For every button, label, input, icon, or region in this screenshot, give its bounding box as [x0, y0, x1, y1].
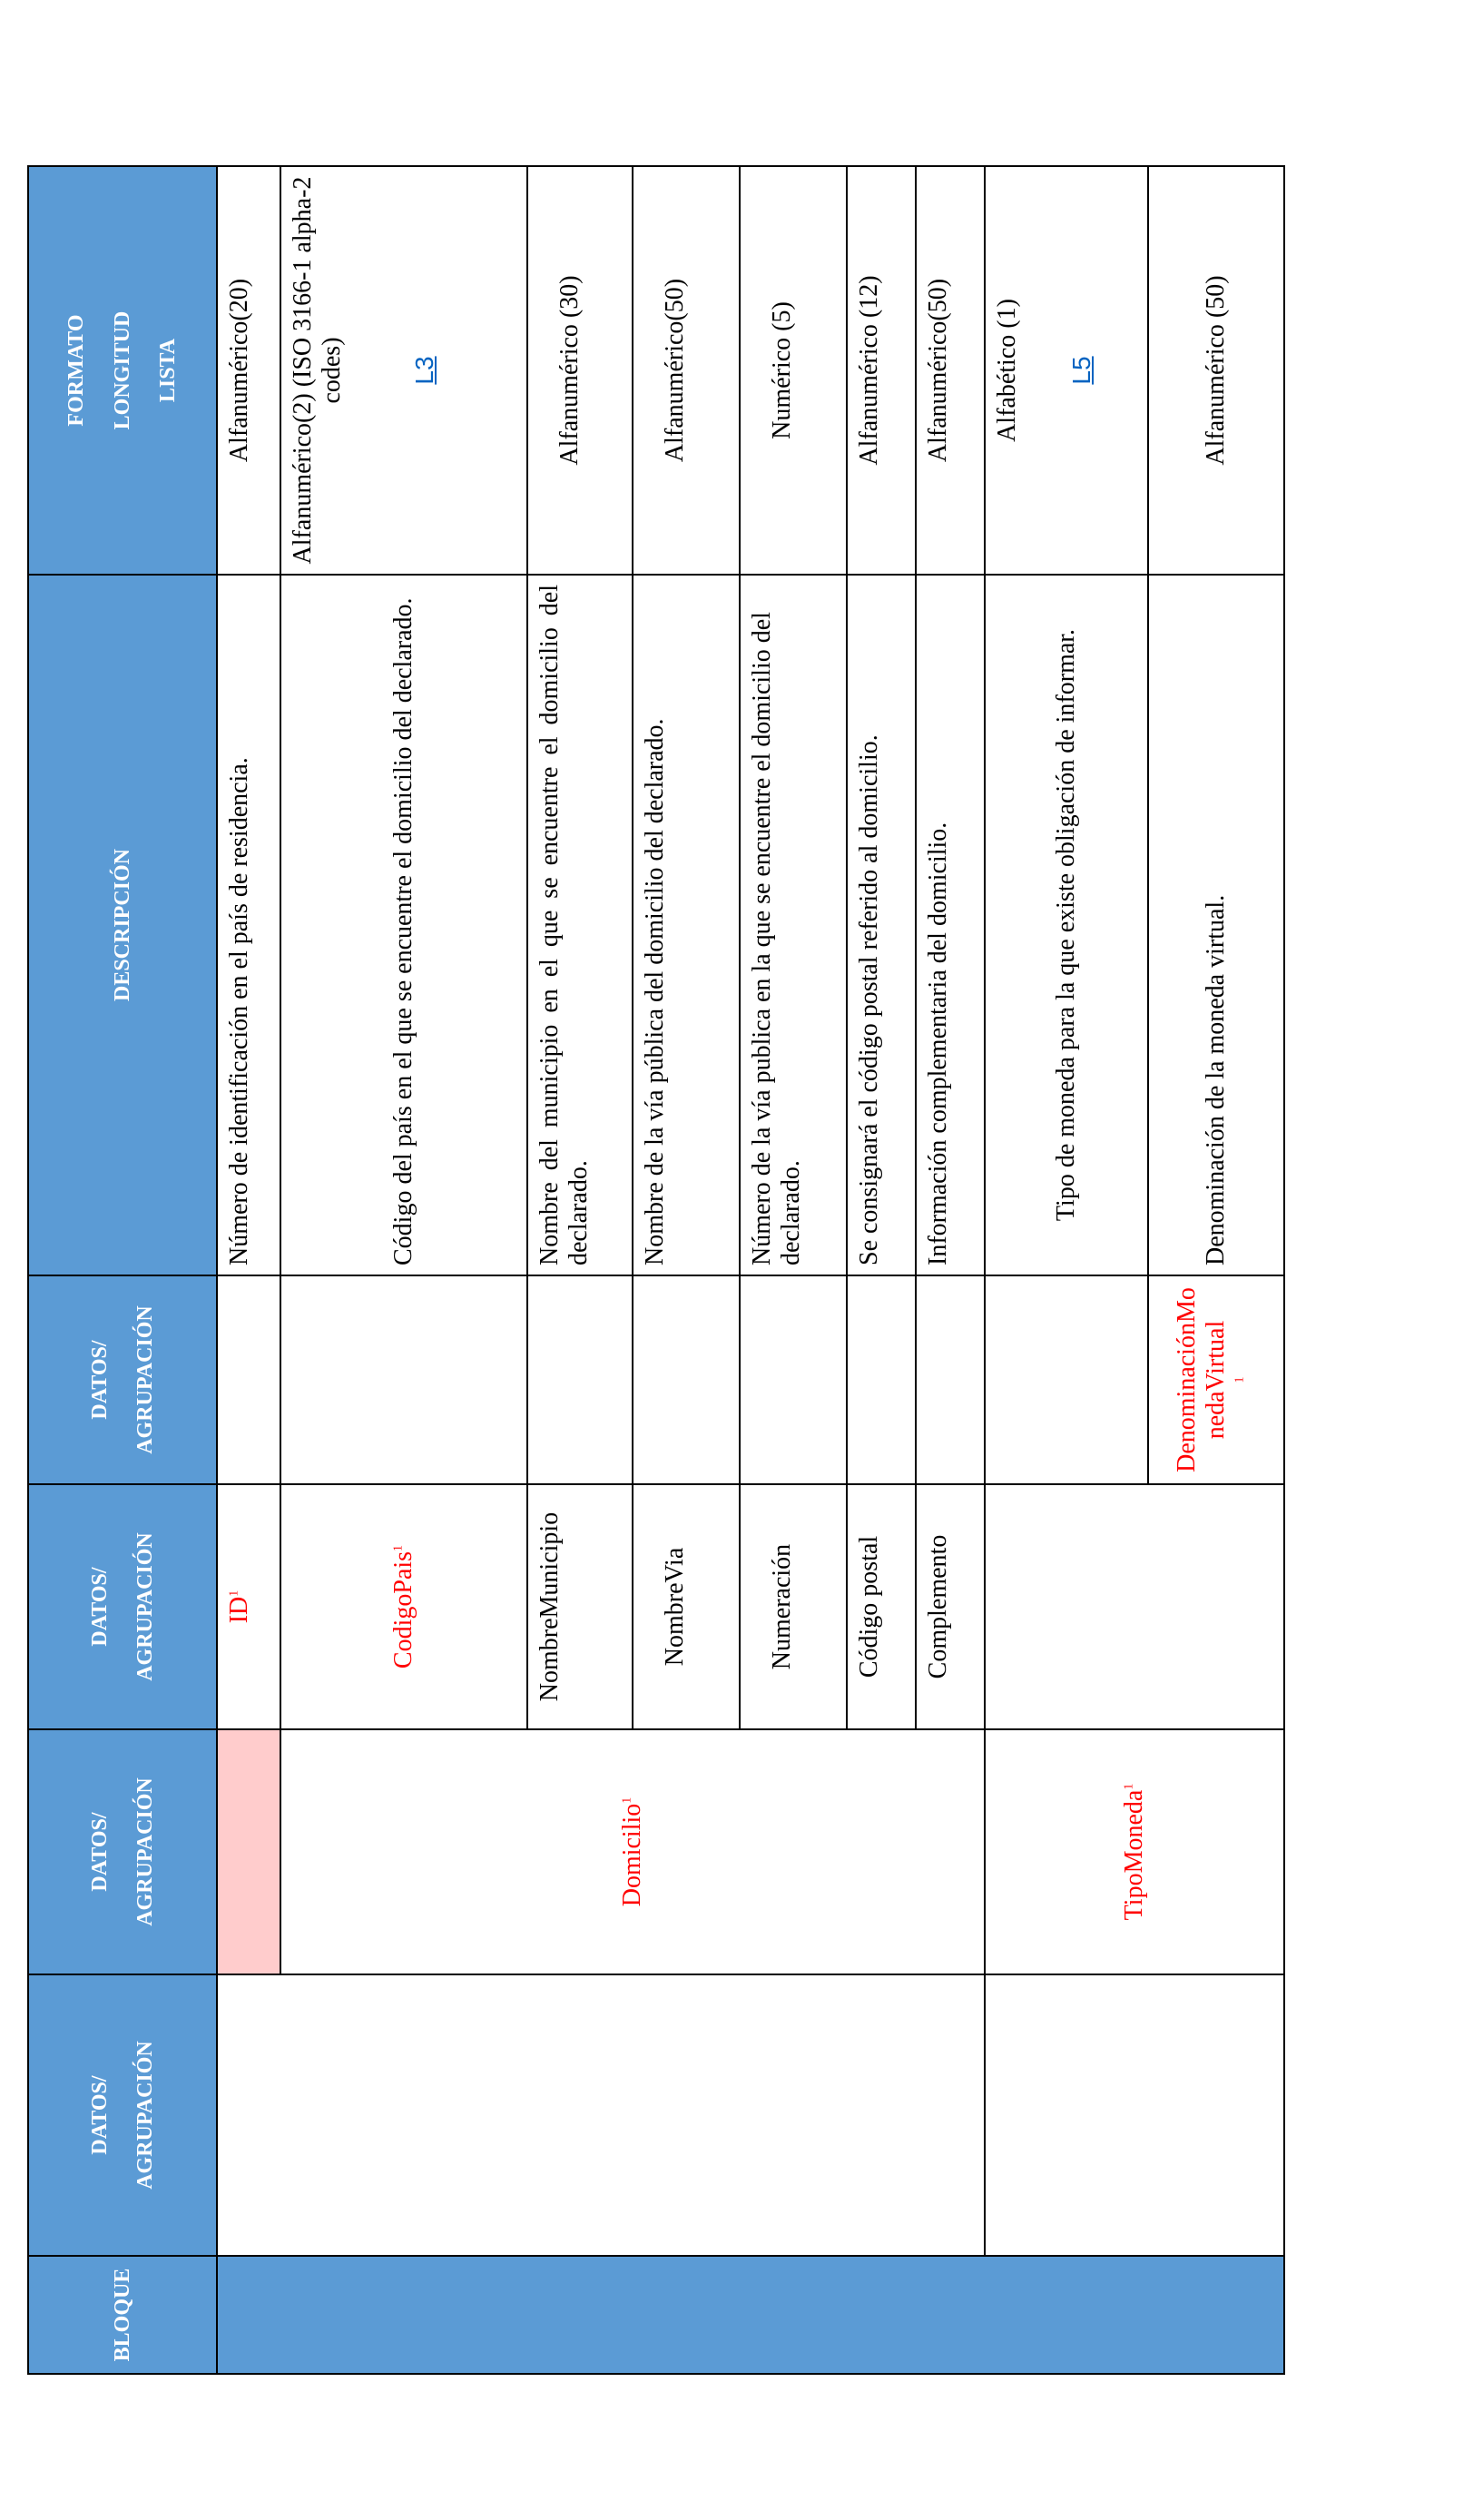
via-sub-cell: [633, 1275, 740, 1484]
complemento-field: Complemento: [916, 1484, 985, 1729]
postal-format: Alfanumérico (12): [847, 166, 916, 575]
codigo-pais-format: [280, 166, 527, 575]
complemento-description: Información complementaria del domicilio.: [916, 575, 985, 1275]
pink-cell: [217, 1729, 280, 1974]
codigo-pais-sub-cell: [280, 1275, 527, 1484]
header-descripcion: DESCRIPCIÓN: [28, 575, 217, 1275]
municipio-sub-cell: [527, 1275, 633, 1484]
numeracion-format: Numérico (5): [740, 166, 847, 575]
datos-1-lower-cell: [985, 1974, 1284, 2256]
table-row-id: [217, 166, 280, 2374]
header-datos-2: DATOS/ AGRUPACIÓN: [28, 1729, 217, 1974]
complemento-sub-cell: [916, 1275, 985, 1484]
data-structure-table: [27, 165, 1285, 2375]
via-description: Nombre de la vía pública del domicilio del declarado.: [633, 575, 740, 1275]
id-format: Alfanumérico(20): [217, 166, 280, 575]
postal-field: Código postal: [847, 1484, 916, 1729]
tipo-moneda-sub-cell-2: [985, 1275, 1148, 1484]
codigo-pais-format-text: Alfanumérico(2) (ISO 3166-1 alpha-2 codes): [289, 176, 347, 565]
postal-sub-cell: [847, 1275, 916, 1484]
complemento-format: Alfanumérico(50): [916, 166, 985, 575]
tipo-moneda-sub-cell: [985, 1484, 1284, 1729]
link-l3[interactable]: L3: [410, 356, 439, 385]
id-field: $ID^1$: [217, 1484, 280, 1729]
codigo-pais-description: Código del país en el que se encuentre el domicilio del declarado.: [280, 575, 527, 1275]
header-datos-1: DATOS/ AGRUPACIÓN: [28, 1974, 217, 2256]
numeracion-description: Número de la vía publica en la que se encuentre el domicilio del declarado.: [740, 575, 847, 1275]
codigo-pais-field: CodigoPais$^1$: [280, 1484, 527, 1729]
postal-description: Se consignará el código postal referido al domicilio.: [847, 575, 916, 1275]
header-datos-3: DATOS/ AGRUPACIÓN: [28, 1484, 217, 1729]
domicilio-group: Domicilio$^1$: [280, 1729, 985, 1974]
denominacion-field: DenominaciónMonedaVirtual $^1$: [1148, 1275, 1284, 1484]
bloque-cell: [217, 2256, 1284, 2374]
numeracion-field: Numeración: [740, 1484, 847, 1729]
denominacion-format: Alfanumérico (50): [1148, 166, 1284, 575]
denominacion-description: Denominación de la moneda virtual.: [1148, 575, 1284, 1275]
link-l5[interactable]: L5: [1067, 356, 1096, 385]
tipo-moneda-group: TipoMoneda$^1$: [985, 1729, 1284, 1974]
header-datos-4: DATOS/ AGRUPACIÓN: [28, 1275, 217, 1484]
table-row-tipo-moneda: [985, 166, 1148, 2374]
id-sub-cell: [217, 1275, 280, 1484]
datos-1-cell: [217, 1974, 985, 2256]
tipo-moneda-format-text: Alfabético (1): [993, 299, 1021, 442]
via-field: NombreVia: [633, 1484, 740, 1729]
municipio-field: NombreMunicipio: [527, 1484, 633, 1729]
municipio-format: Alfanumérico (30): [527, 166, 633, 575]
tipo-moneda-format: [985, 166, 1148, 575]
tipo-moneda-description: Tipo de moneda para la que existe obligación de informar.: [985, 575, 1148, 1275]
header-bloque: BLOQUE: [28, 2256, 217, 2374]
header-formato: FORMATO LONGITUD LISTA: [28, 166, 217, 575]
header-row: [28, 166, 217, 2374]
municipio-description: Nombre del municipio en el que se encuentre el domicilio del declarado.: [527, 575, 633, 1275]
id-description: Número de identificación en el país de residencia.: [217, 575, 280, 1275]
numeracion-sub-cell: [740, 1275, 847, 1484]
via-format: Alfanumérico(50): [633, 166, 740, 575]
